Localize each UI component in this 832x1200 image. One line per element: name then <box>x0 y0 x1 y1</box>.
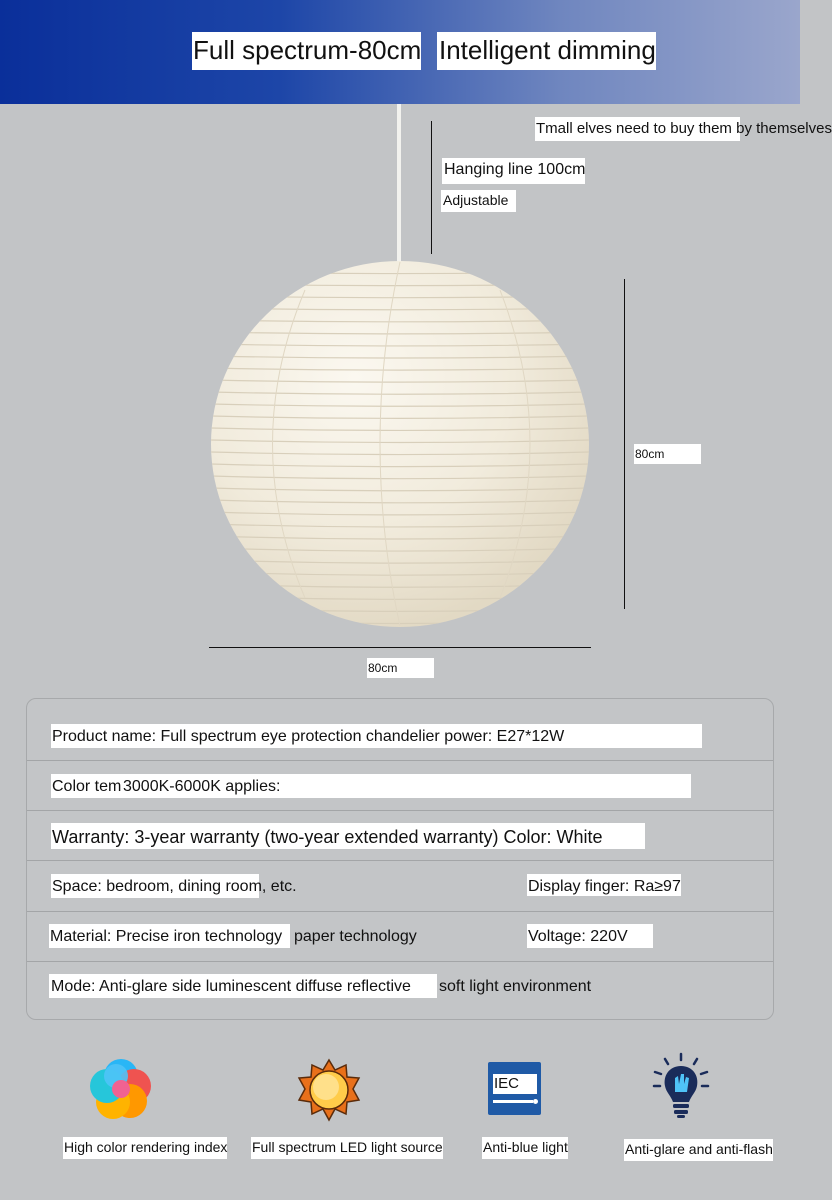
title-full-spectrum: Full spectrum-80cm <box>192 32 421 70</box>
iec-badge: IEC <box>493 1074 537 1094</box>
spec-color-temp-prefix: Color tem <box>51 774 121 798</box>
hanging-measure-line <box>431 121 432 254</box>
spec-product-name: Product name: Full spectrum eye protection chandelier power: E27*12W <box>51 724 702 748</box>
paper-lantern-image <box>210 260 590 628</box>
iec-certificate-icon <box>488 1062 541 1115</box>
spec-material-a: Material: Precise iron technology <box>49 924 290 948</box>
feature-label-anti-glare: Anti-glare and anti-flash <box>624 1139 773 1161</box>
tmall-note: Tmall elves need to buy them by themselves <box>535 117 740 141</box>
feature-label-anti-blue: Anti-blue light <box>482 1137 568 1159</box>
spec-warranty: Warranty: 3-year warranty (two-year extended warranty) Color: White <box>51 823 645 849</box>
color-wheel-icon <box>88 1056 154 1122</box>
width-dimension-label: 80cm <box>367 658 434 678</box>
spec-mode-b: soft light environment <box>439 978 592 995</box>
title-intelligent-dimming: Intelligent dimming <box>437 32 656 70</box>
spec-space: Space: bedroom, dining room, etc. <box>51 874 259 898</box>
row-divider <box>27 860 773 861</box>
hanging-line-label: Hanging line 100cm <box>442 158 585 184</box>
feature-label-full-spectrum: Full spectrum LED light source <box>251 1137 443 1159</box>
spec-voltage: Voltage: 220V <box>527 924 653 948</box>
row-divider <box>27 760 773 761</box>
spec-mode-a: Mode: Anti-glare side luminescent diffuse reflective <box>49 974 437 998</box>
row-divider <box>27 911 773 912</box>
sun-icon <box>297 1058 361 1122</box>
row-divider <box>27 961 773 962</box>
height-measure-line <box>624 279 625 609</box>
spec-material-b: paper technology <box>294 928 417 945</box>
row-divider <box>27 810 773 811</box>
spec-color-temp-value: 3000K-6000K applies: <box>121 774 691 798</box>
spec-display-finger: Display finger: Ra≥97 <box>527 874 681 896</box>
feature-label-color-rendering: High color rendering index <box>63 1137 227 1159</box>
width-measure-line <box>209 647 591 648</box>
hanging-cord <box>397 104 401 266</box>
height-dimension-label: 80cm <box>634 444 701 464</box>
adjustable-label: Adjustable <box>441 190 516 212</box>
hand-bulb-icon <box>651 1052 711 1120</box>
